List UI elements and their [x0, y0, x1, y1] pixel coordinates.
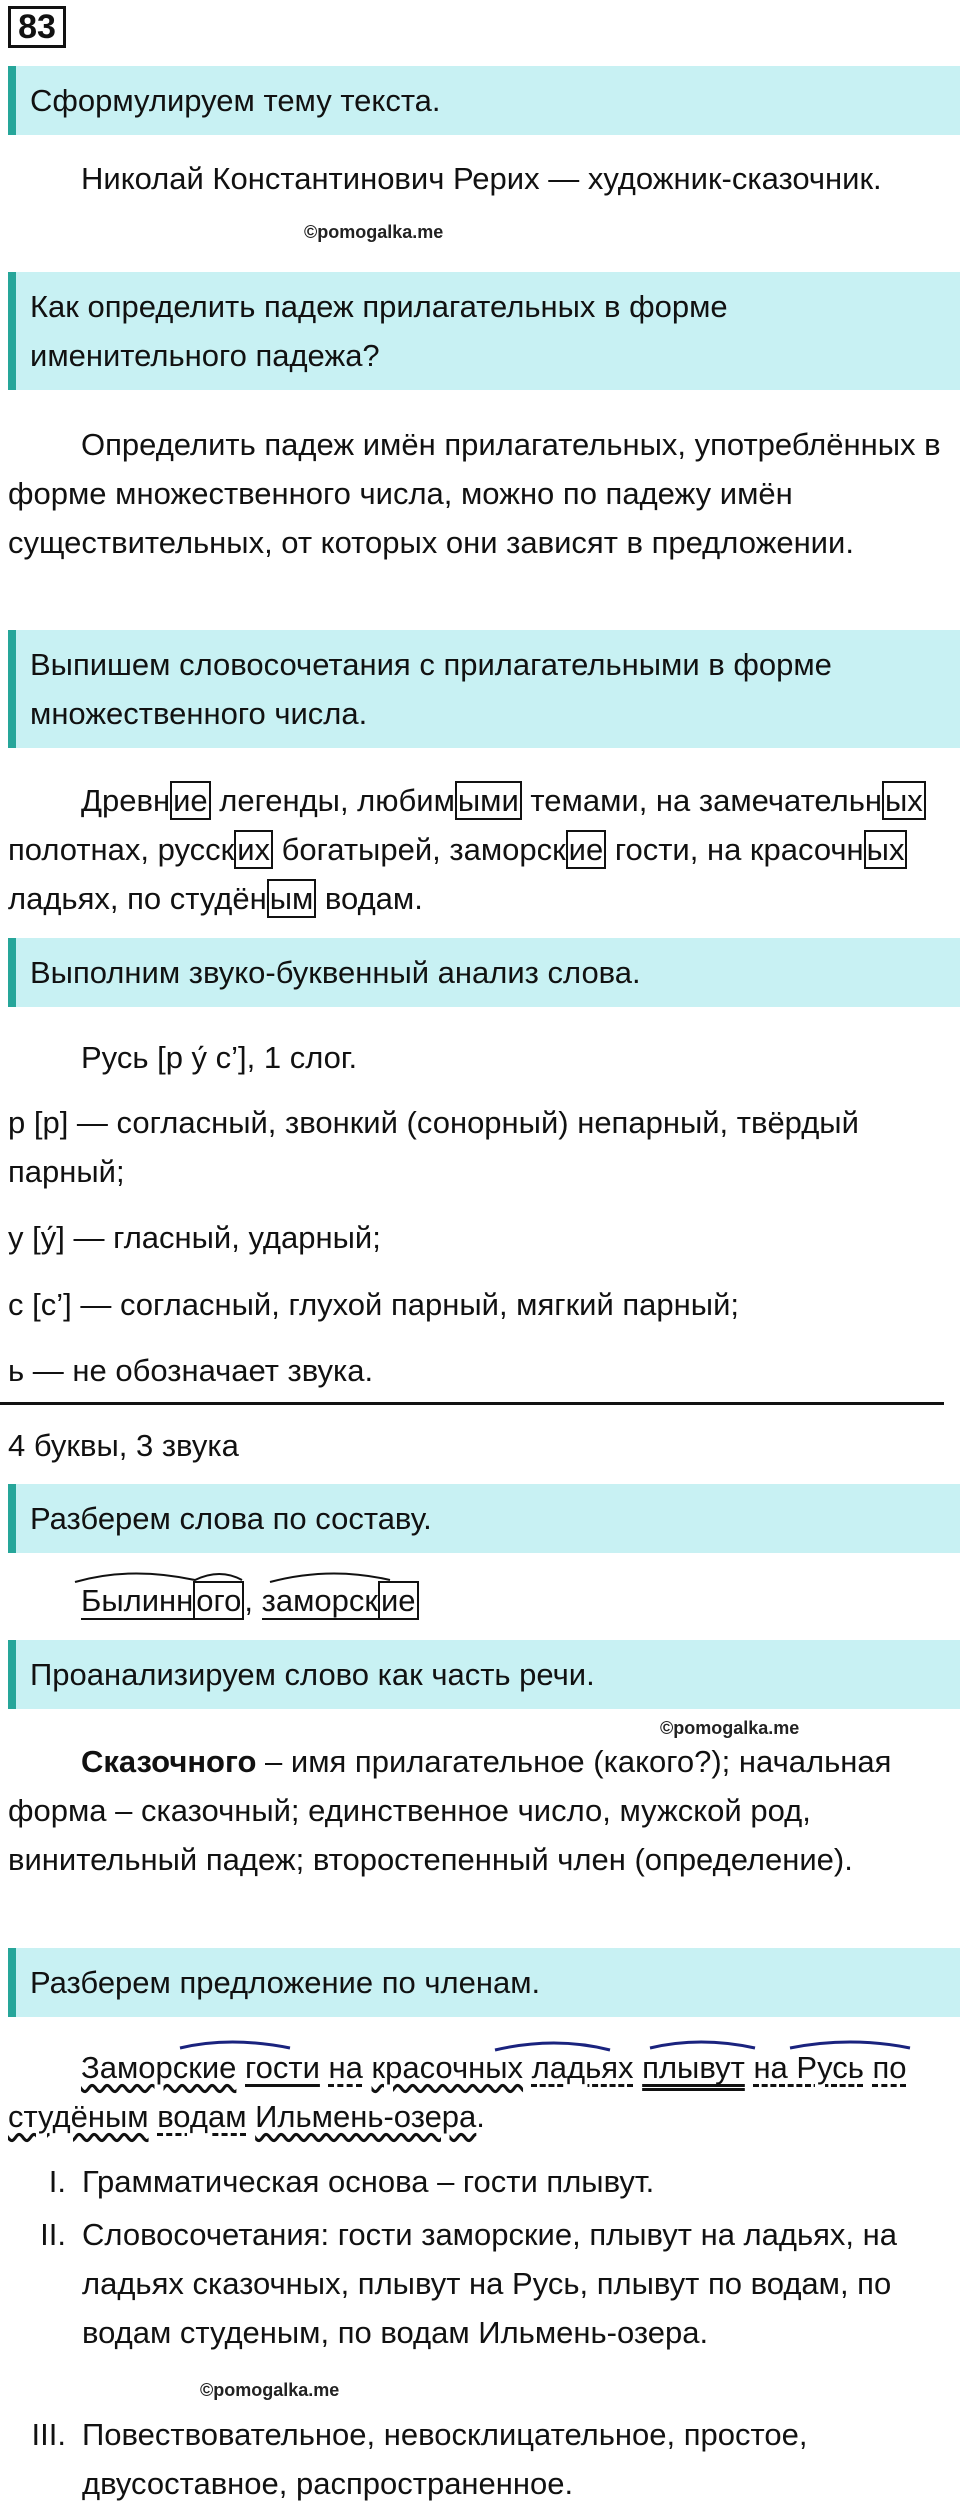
phrase-text: легенды, любим [210, 783, 455, 818]
attribute-word: красочных [371, 2050, 524, 2085]
phrase-text: ладьях, по студён [8, 881, 267, 916]
ending-box: ие [378, 1581, 419, 1620]
phonetic-total: 4 буквы, 3 звука [8, 1428, 239, 1463]
phrases-text [8, 776, 960, 923]
ending-box: ие [170, 781, 211, 820]
phonetic-band: Выполним звуко-буквенный анализ слова. [8, 938, 960, 1007]
ending-box: ыми [455, 781, 522, 820]
ending-box: ых [864, 830, 908, 869]
adverbial-word: на Русь [753, 2050, 864, 2085]
phonetic-s: с [с’] — согласный, глухой парный, мягкий парный; [8, 1287, 739, 1322]
morph-comma: , [244, 1583, 262, 1618]
parsed-sentence [8, 2043, 960, 2141]
adverbial-word: водам [157, 2099, 247, 2134]
theme-band: Сформулируем тему текста. [8, 66, 960, 135]
list-text: Словосочетания: гости заморские, плывут на ладьях, на ладьях сказочных, плывут на Русь, плывут по водам, по водам студеным, по водам Ильмень-озера. [82, 2217, 897, 2350]
pos-description: – имя прилагательное (какого?); начальная форма – сказочный; единственное число, мужской род, винительный падеж; второстепенный член (определение). [8, 1744, 892, 1877]
phrase-text: Древн [81, 783, 171, 818]
phonetic-r: р [р] — согласный, звонкий (сонорный) непарный, твёрдый парный; [8, 1105, 859, 1189]
phrase-text: полотнах, русск [8, 832, 235, 867]
list-number: III. [31, 2417, 66, 2452]
morph-band: Разберем слова по составу. [8, 1484, 960, 1553]
case-band: Как определить падеж прилагательных в форме именительного падежа? [8, 272, 960, 390]
phonetic-soft: ь — не обозначает звука. [8, 1353, 374, 1388]
subject-word: гости [245, 2050, 320, 2085]
pos-text [8, 1737, 960, 1884]
list-number: II. [40, 2217, 66, 2252]
adverbial-word: по [872, 2050, 907, 2085]
predicate-word: плывут [642, 2050, 745, 2085]
ending-box: ым [267, 879, 317, 918]
parse-band: Разберем предложение по членам. [8, 1948, 960, 2017]
morph-stem: Былинн [81, 1583, 194, 1618]
sentence-end: . [476, 2099, 485, 2134]
watermark: ©pomogalka.me [660, 1718, 800, 1738]
root-arc [270, 1573, 390, 1582]
phonetic-u: у [у́] — гласный, ударный; [8, 1220, 381, 1255]
divider [0, 1402, 944, 1405]
ending-box: их [234, 830, 273, 869]
attribute-word: Ильмень-озера [255, 2099, 477, 2134]
morph-stem: заморск [261, 1583, 378, 1618]
ending-box: ых [882, 781, 926, 820]
adverbial-word: ладьях [531, 2050, 634, 2085]
exercise-number: 83 [8, 6, 66, 48]
pos-word: Сказочного [81, 1744, 257, 1779]
case-answer: Определить падеж имён прилагательных, употреблённых в форме множественного числа, можно по падежу имён существительных, от которых они зависят в предложении. [8, 427, 941, 560]
phrase-text: темами, на замечательн [521, 783, 883, 818]
watermark: ©pomogalka.me [200, 2380, 340, 2400]
phrase-text: водам. [316, 881, 423, 916]
list-text: Повествовательное, невосклицательное, простое, двусоставное, распространенное. [82, 2417, 808, 2501]
watermark: ©pomogalka.me [304, 222, 444, 242]
phrase-text: гости, на красочн [606, 832, 864, 867]
ending-box: ого [193, 1581, 244, 1620]
ending-box: ие [566, 830, 607, 869]
list-text: Грамматическая основа – гости плывут. [82, 2164, 655, 2199]
pos-band: Проанализируем слово как часть речи. [8, 1640, 960, 1709]
phrases-band: Выпишем словосочетания с прилагательными в форме множественного числа. [8, 630, 960, 748]
phonetic-word: Русь [р у́ с’], 1 слог. [81, 1040, 358, 1075]
theme-answer: Николай Константинович Рерих — художник-сказочник. [81, 161, 882, 196]
phrase-text: богатырей, заморск [273, 832, 566, 867]
attribute-word: студёным [8, 2099, 149, 2134]
adverbial-word: на [328, 2050, 363, 2085]
root-arc [75, 1573, 242, 1582]
attribute-word: Заморские [81, 2050, 237, 2085]
list-number: I. [48, 2164, 66, 2199]
root-arcs [70, 1566, 430, 1586]
